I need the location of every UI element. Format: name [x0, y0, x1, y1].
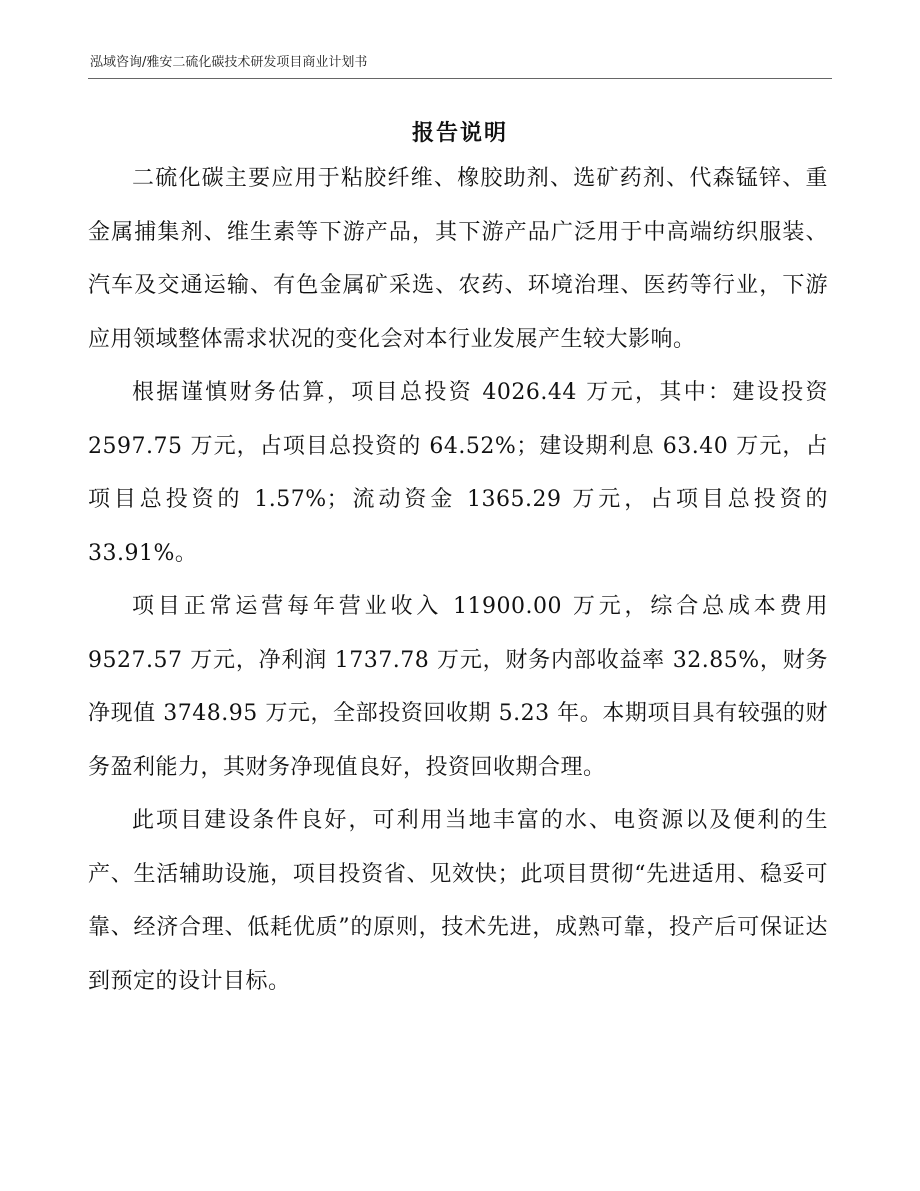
document-header: 泓域咨询/雅安二硫化碳技术研发项目商业计划书 — [90, 55, 368, 70]
paragraph-investment-estimate: 根据谨慎财务估算，项目总投资 4026.44 万元，其中：建设投资 2597.75 万元，占项目总投资的 64.52%；建设期利息 63.40 万元，占项目总投资的 1.57%；流动资金 1365.29 万元，占项目总投资的 33.91%。 — [88, 380, 828, 566]
paragraph-project-conditions: 此项目建设条件良好，可利用当地丰富的水、电资源以及便利的生产、生活辅助设施，项目投资省、见效快；此项目贯彻“先进适用、稳妥可靠、经济合理、低耗优质”的原则，技术先进，成熟可靠，投产后可保证达到预定的设计目标。 — [88, 808, 828, 994]
header-divider — [88, 78, 832, 79]
paragraph-product-applications: 二硫化碳主要应用于粘胶纤维、橡胶助剂、选矿药剂、代森锰锌、重金属捕集剂、维生素等下游产品，其下游产品广泛用于中高端纺织服装、汽车及交通运输、有色金属矿采选、农药、环境治理、医药等行业，下游应用领域整体需求状况的变化会对本行业发展产生较大影响。 — [88, 166, 828, 352]
report-body — [88, 152, 828, 1008]
paragraph-financial-returns: 项目正常运营每年营业收入 11900.00 万元，综合总成本费用 9527.57 万元，净利润 1737.78 万元，财务内部收益率 32.85%，财务净现值 3748.95 万元，全部投资回收期 5.23 年。本期项目具有较强的财务盈利能力，其财务净现值良好，投资回收期合理。 — [88, 594, 828, 780]
page-title: 报告说明 — [411, 121, 508, 146]
